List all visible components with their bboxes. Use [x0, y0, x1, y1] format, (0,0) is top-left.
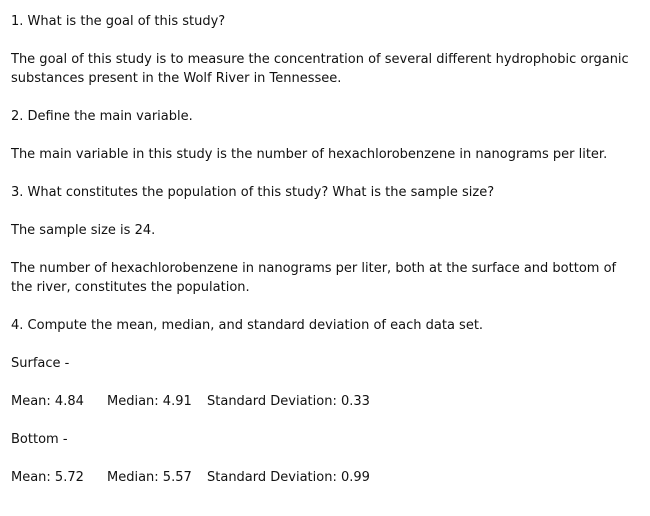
- answer-3-population-line-2: the river, constitutes the population.: [11, 280, 250, 295]
- question-3: 3. What constitutes the population of this study? What is the sample size?: [11, 185, 495, 200]
- question-2: 2. Define the main variable.: [11, 109, 193, 124]
- answer-1-line-1: The goal of this study is to measure the concentration of several different hydrophobic organic: [11, 52, 629, 67]
- question-1: 1. What is the goal of this study?: [11, 14, 226, 29]
- bottom-stats: [11, 468, 641, 487]
- answer-3-sample-size: The sample size is 24.: [11, 223, 156, 238]
- answer-1-line-2: substances present in the Wolf River in Tennessee.: [11, 71, 342, 86]
- surface-stats: [11, 392, 641, 411]
- document-body: [11, 12, 641, 487]
- bottom-median: Median: 5.57: [107, 470, 192, 485]
- surface-mean: Mean: 4.84: [11, 394, 84, 409]
- bottom-mean: Mean: 5.72: [11, 470, 84, 485]
- answer-3-population-line-1: The number of hexachlorobenzene in nanograms per liter, both at the surface and bottom of: [11, 261, 617, 276]
- surface-sd: Standard Deviation: 0.33: [207, 394, 370, 409]
- bottom-sd: Standard Deviation: 0.99: [207, 470, 370, 485]
- surface-label: Surface -: [11, 356, 70, 371]
- question-4: 4. Compute the mean, median, and standard deviation of each data set.: [11, 318, 484, 333]
- answer-2: The main variable in this study is the number of hexachlorobenzene in nanograms per liter.: [11, 147, 608, 162]
- bottom-label: Bottom -: [11, 432, 68, 447]
- surface-median: Median: 4.91: [107, 394, 192, 409]
